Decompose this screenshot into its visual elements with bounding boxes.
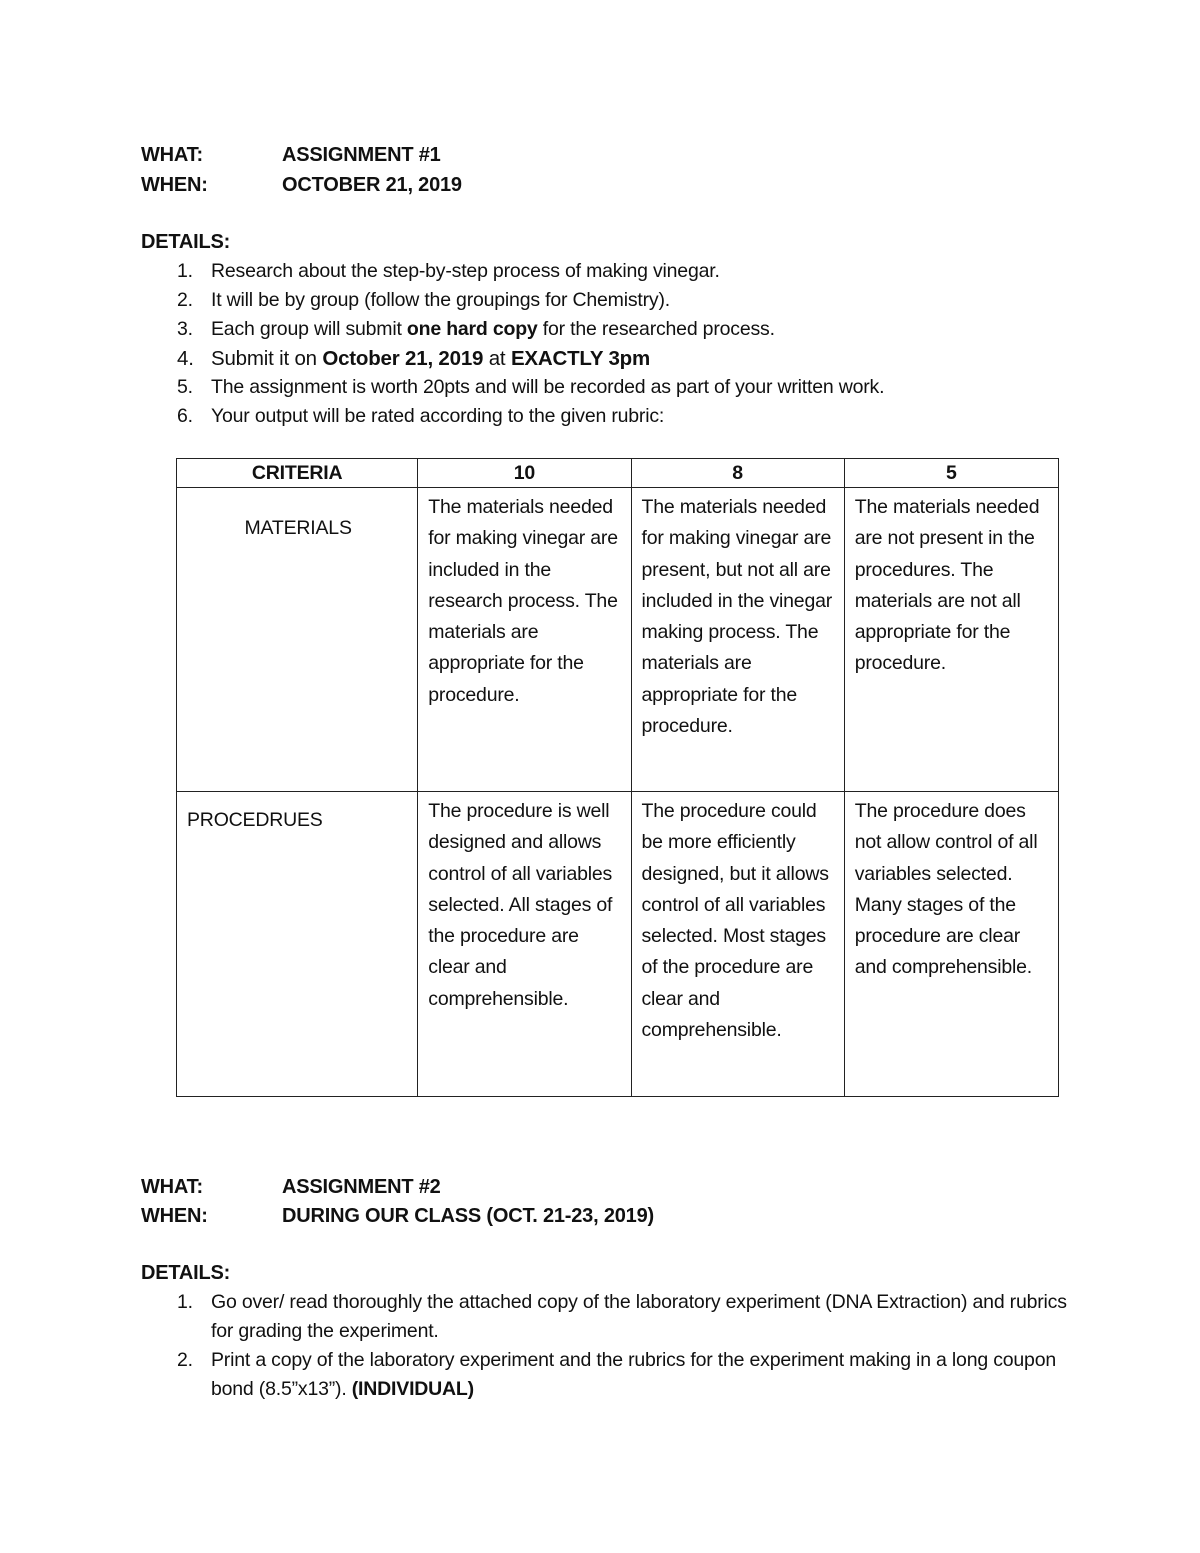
list-item: 1. Go over/ read thoroughly the attached copy of the laboratory experiment (DNA Extraction) and rubrics for grading the experiment. <box>177 1291 1067 1342</box>
table-cell: The procedure is well designed and allows control of all variables selected. All stages of the procedure are clear and comprehensible. <box>418 792 631 1097</box>
assignment2-details-heading: DETAILS: <box>141 1262 231 1284</box>
assignment1-date: OCTOBER 21, 2019 <box>282 174 462 196</box>
list-item: 4. Submit it on October 21, 2019 at EXACTLY 3pm <box>177 347 651 370</box>
assignment1-details-heading: DETAILS: <box>141 231 231 253</box>
column-header: CRITERIA <box>177 459 418 488</box>
assignment1-details-list <box>141 257 1071 431</box>
criteria-cell: MATERIALS <box>177 488 418 792</box>
assignment2-title: ASSIGNMENT #2 <box>282 1176 441 1198</box>
column-header: 5 <box>844 459 1058 488</box>
when-label: WHEN: <box>141 1205 208 1227</box>
assignment2-date: DURING OUR CLASS (OCT. 21-23, 2019) <box>282 1205 654 1227</box>
table-cell: The materials needed are not present in the procedures. The materials are not all appropriate for the procedure. <box>844 488 1058 792</box>
table-header-row <box>177 459 1059 488</box>
assignment2-details-list <box>141 1288 1071 1404</box>
criteria-cell: PROCEDRUES <box>177 792 418 1097</box>
emphasis-text: October 21, 2019 <box>322 347 484 370</box>
what-label: WHAT: <box>141 1176 203 1198</box>
column-header: 10 <box>418 459 631 488</box>
assignment1-title: ASSIGNMENT #1 <box>282 144 441 166</box>
table-cell: The materials needed for making vinegar are present, but not all are included in the vinegar making process. The materials are appropriate for the procedure. <box>631 488 844 792</box>
table-row <box>177 488 1059 792</box>
table-cell: The procedure could be more efficiently designed, but it allows control of all variables selected. Most stages of the procedure are clear and comprehensible. <box>631 792 844 1097</box>
list-item: 3. Each group will submit one hard copy for the researched process. <box>177 318 775 340</box>
table-cell: The materials needed for making vinegar are included in the research process. The materials are appropriate for the procedure. <box>418 488 631 792</box>
what-label: WHAT: <box>141 144 203 166</box>
rubric-table <box>176 458 1059 1097</box>
column-header: 8 <box>631 459 844 488</box>
list-item: 2. Print a copy of the laboratory experiment and the rubrics for the experiment making in a long coupon bond (8.5”x13”). (INDIVIDUAL) <box>177 1349 1056 1400</box>
emphasis-text: EXACTLY 3pm <box>510 347 651 370</box>
table-cell: The procedure does not allow control of all variables selected. Many stages of the procedure are clear and comprehensible. <box>844 792 1058 1097</box>
emphasis-text: one hard copy <box>406 318 538 340</box>
when-label: WHEN: <box>141 174 208 196</box>
emphasis-text: (INDIVIDUAL) <box>351 1378 474 1400</box>
list-item: 5. The assignment is worth 20pts and will be recorded as part of your written work. <box>177 376 885 398</box>
list-item: 1. Research about the step-by-step process of making vinegar. <box>177 260 720 282</box>
list-item: 2. It will be by group (follow the groupings for Chemistry). <box>177 289 670 311</box>
table-row <box>177 792 1059 1097</box>
list-item: 6. Your output will be rated according to the given rubric: <box>177 405 665 427</box>
